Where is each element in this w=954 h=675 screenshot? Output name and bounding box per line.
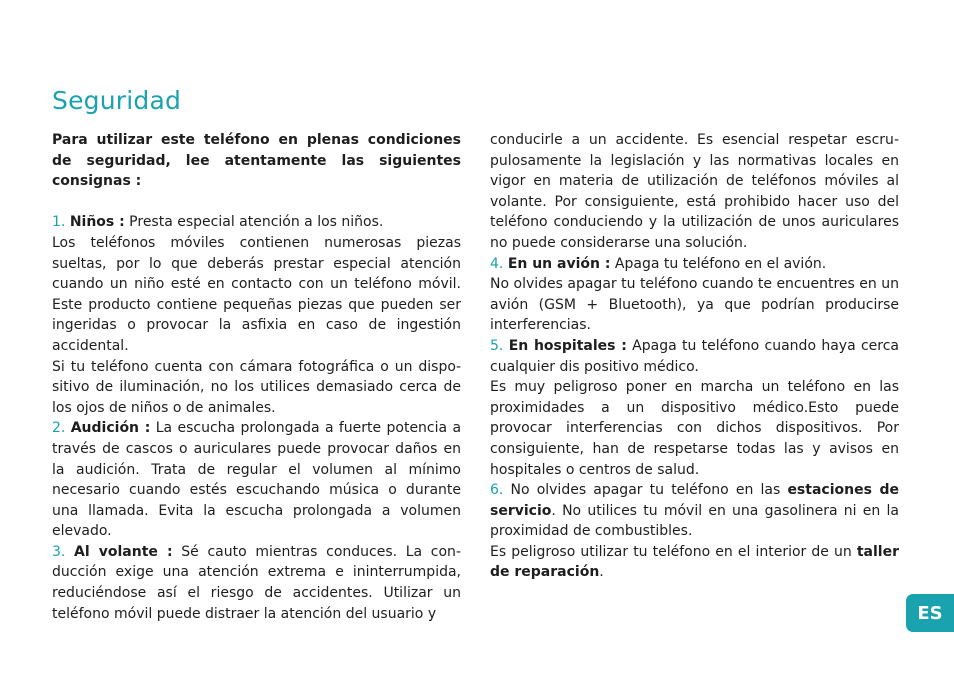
item-text: Apaga tu teléfono cuando haya cerca cualquier dis positivo médico. (490, 337, 900, 375)
paragraph: Si tu teléfono cuenta con cámara fotográfica o un dispositivo de iluminación, no los utilices demasiado cerca de los ojos de niños o de animales. (52, 358, 461, 416)
item-number: 1. (52, 214, 66, 231)
item-label: En hospitales : (508, 337, 627, 354)
right-column (490, 130, 899, 583)
item-number: 4. (490, 255, 504, 272)
item-hospitals (490, 336, 899, 377)
item-text: Apaga tu teléfono en el avión. (610, 255, 827, 272)
item-label: Audición : (70, 420, 151, 437)
item-text: Sé cauto mientras conduces. La conducción exige una atención extrema e ininterrumpida, reduciéndose así el riesgo de accidentes. Utilizar un teléfono móvil puede distraer la atención del usuario y (52, 543, 461, 622)
item-number: 3. (52, 543, 66, 560)
item-text: La escucha prolongada a fuerte potencia a través de cascos o auriculares puede provocar daños en la audición. Trata de regular el volumen al mínimo necesario cuando estés escuchando música o durante una llamada. Evita la escucha prolongada a volumen elevado. (52, 420, 462, 540)
paragraph-text: . (599, 564, 604, 581)
page-title: Seguridad (52, 86, 182, 115)
intro-text: Para utilizar este teléfono en plenas condiciones de seguridad, lee atentamente las siguientes consignas : (52, 132, 461, 190)
item-children (52, 212, 461, 233)
item-emphasis: estaciones de servicio (490, 482, 900, 519)
item-label: En un avión : (507, 255, 611, 272)
item-airplane (490, 254, 899, 275)
paragraph (490, 542, 899, 583)
item-label: Niños : (69, 214, 125, 231)
item-hearing (52, 418, 461, 542)
item-text: Presta especial atención a los niños. (124, 214, 384, 231)
item-number: 5. (490, 337, 504, 354)
paragraph: Los teléfonos móviles contienen numerosas piezas sueltas, por lo que deberás prestar especial atención cuando un niño esté en contacto con un teléfono móvil. Este producto contiene pequeñas piezas que pueden ser ingeridas o provocar la asfixia en caso de ingestión accidental. (52, 234, 461, 354)
item-gas-stations (490, 480, 899, 542)
paragraph-continuation: conducirle a un accidente. Es esencial respetar escrupulosamente la legislación y las normativas locales en vigor en materia de utilización de teléfonos móviles al volante. Por consiguiente, está prohibido hacer uso del teléfono conduciendo y la utilización de unos auriculares no puede considerarse una solución. (490, 132, 899, 251)
paragraph: Es muy peligroso poner en marcha un teléfono en las proximidades a un dispositivo médico.Esto puede provocar interferencias con dichos dispositivos. Por consiguiente, han de respetarse todas las y avisos en hospitales o centros de salud. (490, 379, 899, 478)
item-text: . No utilices tu móvil en una gasolinera ni en la proximidad de combustibles. (490, 502, 899, 540)
item-number: 2. (52, 420, 66, 437)
paragraph-emphasis: taller de reparación (490, 543, 899, 581)
item-driving (52, 542, 461, 624)
item-label: Al volante : (74, 543, 173, 560)
language-tab: ES (906, 594, 954, 632)
left-column (52, 130, 461, 624)
paragraph-text: Es peligroso utilizar tu teléfono en el interior de un (490, 543, 857, 560)
paragraph: No olvides apagar tu teléfono cuando te encuentres en un avión (GSM + Bluetooth), ya que podrían producirse interferencias. (490, 276, 899, 334)
item-text: No olvides apagar tu teléfono en las (503, 482, 788, 499)
item-number: 6. (490, 482, 504, 499)
